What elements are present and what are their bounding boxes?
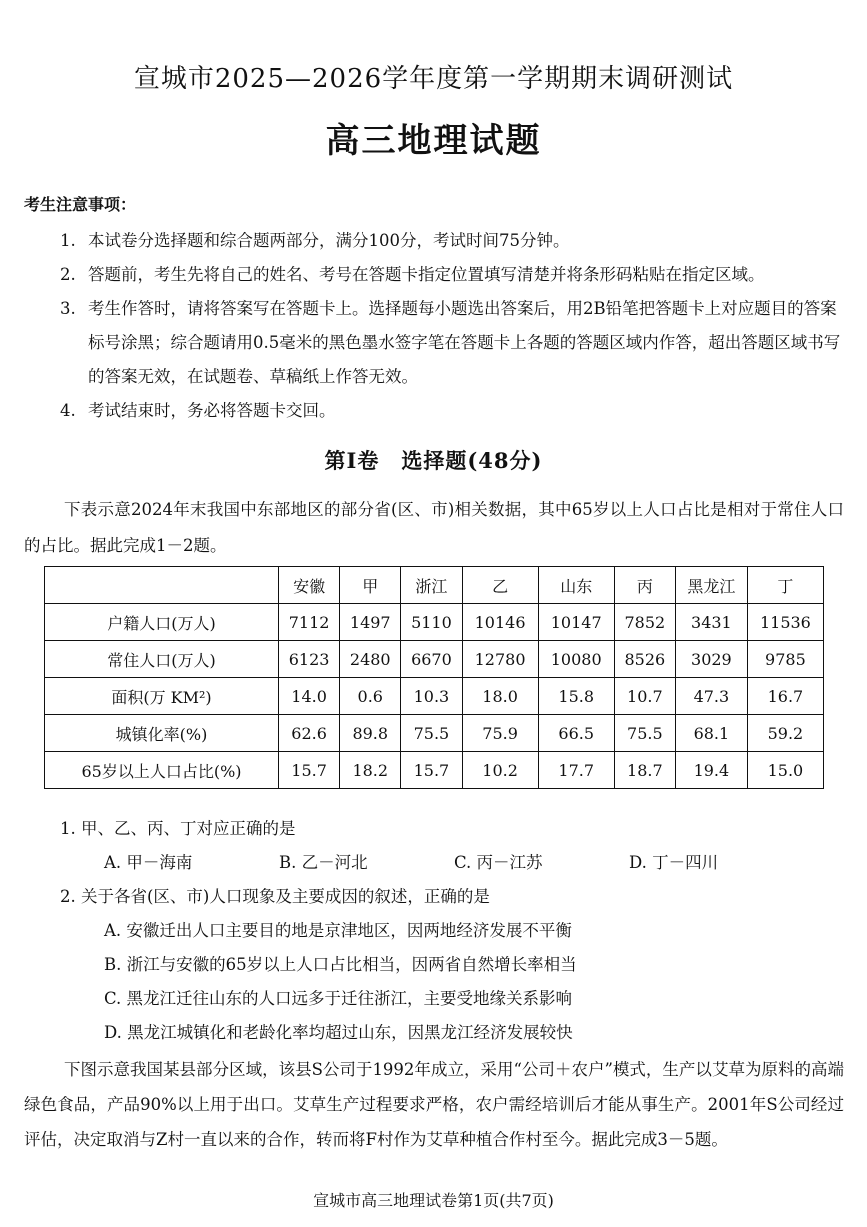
table-cell: 7112	[279, 604, 340, 641]
column-header: 丁	[747, 567, 823, 604]
column-header: 安徽	[279, 567, 340, 604]
table-cell: 89.8	[340, 715, 401, 752]
table-cell: 75.5	[614, 715, 675, 752]
exam-subtitle: 高三地理试题	[325, 121, 542, 161]
province-data-table	[44, 566, 824, 789]
option-c: C. 丙－江苏	[454, 853, 543, 872]
row-label: 65岁以上人口占比(%)	[45, 752, 279, 789]
question-stem: 2. 关于各省(区、市)人口现象及主要成因的叙述，正确的是	[60, 887, 490, 906]
option-d: D. 黑龙江城镇化和老龄化率均超过山东，因黑龙江经济发展较快	[104, 1023, 573, 1042]
column-header: 浙江	[401, 567, 462, 604]
table-cell: 19.4	[675, 752, 747, 789]
option-b: B. 浙江与安徽的65岁以上人口占比相当，因两省自然增长率相当	[104, 955, 577, 974]
table-cell: 15.7	[401, 752, 462, 789]
table-cell: 8526	[614, 641, 675, 678]
notice-item: 3. 考生作答时，请将答案写在答题卡上。选择题每小题选出答案后，用2B铅笔把答题卡上对应题目的答案标号涂黑；综合题请用0.5毫米的黑色墨水签字笔在答题卡上各题的答题区域内作答，超出答题区域书写的答案无效，在试题卷、草稿纸上作答无效。	[60, 299, 841, 386]
table-cell: 15.7	[279, 752, 340, 789]
table-cell: 5110	[401, 604, 462, 641]
table-cell: 17.7	[538, 752, 614, 789]
table-cell: 15.0	[747, 752, 823, 789]
column-header: 乙	[462, 567, 538, 604]
option-c: C. 黑龙江迁往山东的人口远多于迁往浙江，主要受地缘关系影响	[104, 989, 573, 1008]
table-cell: 11536	[747, 604, 823, 641]
row-label: 面积(万 KM²)	[45, 678, 279, 715]
section-title: 第Ⅰ卷 选择题(48分)	[324, 448, 543, 473]
intro-paragraph-1: 下表示意2024年末我国中东部地区的部分省(区、市)相关数据，其中65岁以上人口占比是相对于常住人口的占比。据此完成1－2题。	[24, 500, 844, 555]
option-a: A. 安徽迁出人口主要目的地是京津地区，因两地经济发展不平衡	[104, 921, 572, 940]
table-cell: 1497	[340, 604, 401, 641]
table-cell: 10147	[538, 604, 614, 641]
table-cell: 6670	[401, 641, 462, 678]
row-label: 户籍人口(万人)	[45, 604, 279, 641]
notice-item: 2. 答题前，考生先将自己的姓名、考号在答题卡指定位置填写清楚并将条形码粘贴在指定区域。	[60, 265, 765, 284]
question-stem: 1. 甲、乙、丙、丁对应正确的是	[60, 819, 296, 838]
table-cell: 15.8	[538, 678, 614, 715]
table-cell: 6123	[279, 641, 340, 678]
table-cell: 68.1	[675, 715, 747, 752]
table-cell: 0.6	[340, 678, 401, 715]
table-cell: 18.7	[614, 752, 675, 789]
option-b: B. 乙－河北	[279, 853, 368, 872]
option-row	[60, 846, 850, 880]
intro-paragraph-2: 下图示意我国某县部分区域，该县S公司于1992年成立，采用“公司＋农户”模式，生产以艾草为原料的高端绿色食品，产品90%以上用于出口。艾草生产过程要求严格，农户需经培训后才能从事生产。2001年S公司经过评估，决定取消与Z村一直以来的合作，转而将F村作为艾草种植合作村至今。据此完成3－5题。	[24, 1060, 844, 1149]
table-header-row	[45, 567, 824, 604]
table-cell: 12780	[462, 641, 538, 678]
table-row	[45, 641, 824, 678]
exam-title: 宣城市2025—2026学年度第一学期期末调研测试	[133, 64, 734, 94]
table-cell: 10.3	[401, 678, 462, 715]
column-header: 黑龙江	[675, 567, 747, 604]
table-cell: 47.3	[675, 678, 747, 715]
column-header: 甲	[340, 567, 401, 604]
table-row	[45, 715, 824, 752]
row-label: 城镇化率(%)	[45, 715, 279, 752]
table-cell: 10.2	[462, 752, 538, 789]
option-a: A. 甲－海南	[104, 853, 193, 872]
notice-heading: 考生注意事项：	[24, 195, 137, 214]
table-cell: 10146	[462, 604, 538, 641]
table-cell: 18.0	[462, 678, 538, 715]
table-cell: 18.2	[340, 752, 401, 789]
table-cell: 2480	[340, 641, 401, 678]
table-cell: 3431	[675, 604, 747, 641]
table-corner-cell	[45, 567, 279, 604]
table-cell: 14.0	[279, 678, 340, 715]
notice-item: 4. 考试结束时，务必将答题卡交回。	[60, 401, 336, 420]
table-cell: 59.2	[747, 715, 823, 752]
table-cell: 75.9	[462, 715, 538, 752]
table-cell: 66.5	[538, 715, 614, 752]
column-header: 山东	[538, 567, 614, 604]
row-label: 常住人口(万人)	[45, 641, 279, 678]
table-cell: 62.6	[279, 715, 340, 752]
table-cell: 10.7	[614, 678, 675, 715]
table-cell: 7852	[614, 604, 675, 641]
question-block	[60, 812, 850, 1050]
table-cell: 10080	[538, 641, 614, 678]
table-row	[45, 752, 824, 789]
table-cell: 3029	[675, 641, 747, 678]
column-header: 丙	[614, 567, 675, 604]
table-row	[45, 678, 824, 715]
table-row	[45, 604, 824, 641]
table-cell: 9785	[747, 641, 823, 678]
notice-item: 1. 本试卷分选择题和综合题两部分，满分100分，考试时间75分钟。	[60, 231, 570, 250]
table-cell: 75.5	[401, 715, 462, 752]
notice-list	[60, 224, 850, 428]
option-d: D. 丁－四川	[629, 853, 719, 872]
table-cell: 16.7	[747, 678, 823, 715]
page-footer: 宣城市高三地理试卷第1页(共7页)	[313, 1191, 554, 1210]
